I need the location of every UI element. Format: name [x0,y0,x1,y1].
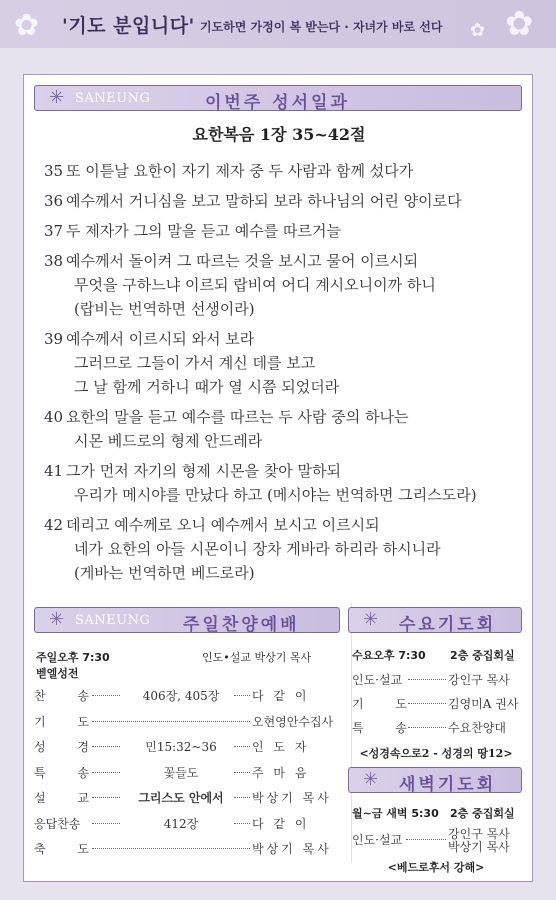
verse-text [66,219,341,243]
flower-icon: ✿ [470,20,486,41]
order-label: 찬 송 [34,689,103,703]
service-place: 2층 중집회실 [450,807,515,820]
verse-number: 35 [44,162,64,180]
verse [44,513,524,585]
verse [44,405,524,453]
order-person: 강인구 목사 [448,673,510,687]
dot-leader [92,721,250,722]
bulletin-card [23,74,533,882]
order-label: 인도·설교 [352,673,403,687]
order-label: 기 도 [34,714,103,729]
order-person: 박상기 목사 [252,791,332,805]
verse-line: 예수께서 돌이켜 그 따르는 것을 보시고 물어 이르시되 [66,252,419,270]
flower-icon: ✿ [505,4,534,44]
dot-leader [234,695,250,696]
dot-leader [408,679,446,680]
verse-line: 우리가 메시야를 만났다 하고 (메시야는 번역하면 그리스도라) [74,486,477,504]
order-row [34,738,350,760]
verse [44,249,524,321]
order-label: 설 교 [34,791,103,805]
star-icon: ✳ [363,769,379,790]
order-row [34,815,350,837]
verse-line: 그 날 함께 거하니 때가 열 시쯤 되었더라 [74,378,340,396]
top-banner [0,0,556,48]
service-time: 월~금 새벽 5:30 [352,807,439,820]
order-person: 오현영안수집사 [252,714,334,729]
verse-text [66,159,413,183]
flower-icon: ✿ [14,8,40,43]
order-person: 다 같 이 [252,816,310,831]
verse-line: 데리고 예수께로 오니 예수께서 보시고 이르시되 [66,516,380,534]
dot-leader [92,823,120,824]
verse-number: 42 [44,516,64,534]
verse-line: 또 이튿날 요한이 자기 제자 중 두 사람과 함께 섰다가 [66,162,414,180]
star-icon: ✳ [49,87,65,108]
order-label: 성 경 [34,740,103,754]
verse-number: 41 [44,462,64,480]
verse-list [44,159,524,591]
order-item: 406장, 405장 [142,689,220,703]
dot-leader [92,797,120,798]
order-label: 축 도 [34,842,103,856]
verse-line: 무엇을 구하느냐 이르되 랍비여 어디 계시오니이까 하니 [74,276,436,294]
order-row [348,695,524,715]
order-row [34,764,350,786]
passage-title: 요한복음 1장 35~42절 [192,125,366,144]
leader-name: 박상기 목사 [448,840,510,854]
verse-line: 요한의 말을 듣고 예수를 따르는 두 사람 중의 하나는 [66,408,409,426]
order-person: 박상기 목사 [252,842,332,856]
verse-number: 37 [44,222,64,240]
verse-line: (게바는 번역하면 베드로라) [74,564,255,582]
banner-subtitle: 기도하면 가정이 복 받는다 · 자녀가 바로 선다 [200,20,443,34]
service-place: 2층 중집회실 [450,649,515,662]
section-title: 이번주 성서일과 [205,93,350,113]
order-row [34,789,350,811]
verse [44,219,524,243]
brand-label: SANEUNG [75,613,151,628]
verse-text [66,405,408,453]
section-title: 새벽기도회 [399,775,497,795]
service-time: 수요오후 7:30 [352,649,426,662]
order-person: 인 도 자 [252,740,310,754]
verse [44,159,524,183]
service-time: 주일오후 7:30 [36,651,110,664]
role-label: 인도·설교 [352,833,403,847]
verse-number: 39 [44,330,64,348]
order-row [348,719,524,739]
dot-leader [408,727,446,728]
verse-number: 38 [44,252,64,270]
order-item: 412장 [163,816,199,831]
verse-text [66,513,441,585]
brand-label: SANEUNG [75,91,151,106]
order-row [34,687,350,709]
dot-leader [234,772,250,773]
verse-text [66,189,462,213]
verse [44,327,524,399]
order-label: 특 송 [352,721,421,735]
sunday-header [34,607,340,633]
order-row [348,671,524,691]
dot-leader [408,703,446,704]
verse [44,459,524,507]
dawn-series: <베드로후서 강해> [387,861,485,874]
dot-leader [92,848,250,849]
verse-number: 36 [44,192,64,210]
verse-text [66,327,339,399]
dawn-header [348,767,522,793]
banner-title: '기도 분입니다' [62,15,195,37]
verse-line: 두 제자가 그의 말을 듣고 예수를 따르거늘 [66,222,341,240]
leader-name: 강인구 목사 [448,827,510,841]
verse-line: 시몬 베드로의 형제 안드레라 [74,432,263,450]
star-icon: ✳ [363,609,379,630]
order-item: 그리스도 안에서 [138,791,224,805]
dot-leader [92,772,120,773]
order-person: 다 같 이 [252,689,310,703]
wednesday-header [348,607,522,633]
order-row [34,713,350,735]
star-icon: ✳ [49,609,65,630]
verse-line: 그가 먼저 자기의 형제 시몬을 찾아 말하되 [66,462,341,480]
verse-line: (랍비는 번역하면 선생이라) [74,300,255,318]
dot-leader [92,746,120,747]
section-title: 주일찬양예배 [183,615,300,635]
verse-line: 예수께서 이르시되 와서 보라 [66,330,255,348]
order-person: 김영미A 권사 [448,697,519,711]
verse-line: 네가 요한의 아들 시몬이니 장차 게바라 하리라 하시니라 [74,540,441,558]
order-label: 특 송 [34,765,103,780]
verse [44,189,524,213]
bible-section-header [34,85,522,111]
order-label: 기 도 [352,697,421,711]
dot-leader [234,823,250,824]
section-title: 수요기도회 [399,615,497,635]
dot-leader [406,839,446,840]
order-row [34,840,350,862]
dot-leader [234,797,250,798]
dot-leader [234,746,250,747]
verse-text [66,249,436,321]
verse-line: 그러므로 그들이 가서 계신 데를 보고 [74,354,316,372]
verse-line: 예수께서 거니심을 보고 말하되 보라 하나님의 어린 양이로다 [66,192,462,210]
order-item: 민15:32~36 [145,740,217,754]
service-place: 벧엘성전 [36,667,79,680]
order-label: 응답찬송 [34,816,81,831]
order-item: 꽃들도 [163,765,199,780]
verse-number: 40 [44,408,64,426]
verse-text [66,459,477,507]
wednesday-series: <성경속으로2 - 성경의 땅12> [359,747,513,760]
dot-leader [92,695,120,696]
order-person: 주 마 음 [252,765,310,780]
service-lead: 인도•설교 박상기 목사 [202,651,312,664]
order-person: 수요찬양대 [448,721,506,735]
